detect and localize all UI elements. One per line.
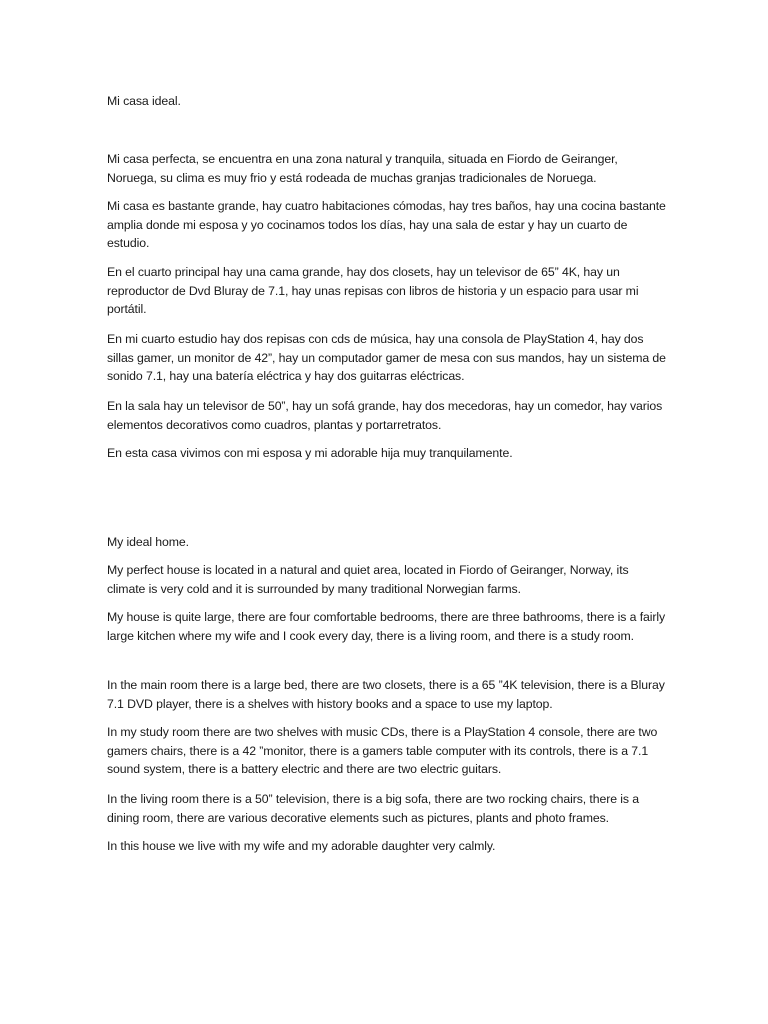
spanish-paragraph: En la sala hay un televisor de 50”, hay un sofá grande, hay dos mecedoras, hay un comedor, hay varios elementos decorativos como cuadros, plantas y portarretratos. xyxy=(107,399,663,432)
spanish-paragraph: En esta casa vivimos con mi esposa y mi adorable hija muy tranquilamente. xyxy=(107,446,513,460)
english-paragraph: In this house we live with my wife and my adorable daughter very calmly. xyxy=(107,839,496,853)
english-paragraph: My house is quite large, there are four comfortable bedrooms, there are three bathrooms, there is a fairly large kitchen where my wife and I cook every day, there is a living room, and there is a study room. xyxy=(107,610,666,643)
spanish-paragraph: Mi casa es bastante grande, hay cuatro habitaciones cómodas, hay tres baños, hay una cocina bastante amplia donde mi esposa y yo cocinamos todos los días, hay una sala de estar y hay un cuarto de estudio. xyxy=(107,199,666,250)
spanish-paragraph: En el cuarto principal hay una cama grande, hay dos closets, hay un televisor de 65” 4K, hay un reproductor de Dvd Bluray de 7.1, hay unas repisas con libros de historia y un espacio para usar mi portátil. xyxy=(107,265,639,316)
spanish-paragraph: En mi cuarto estudio hay dos repisas con cds de música, hay una consola de PlayStation 4, hay dos sillas gamer, un monitor de 42”, hay un computador gamer de mesa con sus mandos, hay un sistema de sonido 7.1, hay una batería eléctrica y hay dos guitarras eléctricas. xyxy=(107,332,666,383)
english-paragraph: In the living room there is a 50” television, there is a big sofa, there are two rocking chairs, there is a dining room, there are various decorative elements such as pictures, plants and photo frames. xyxy=(107,792,639,825)
english-paragraph: In the main room there is a large bed, there are two closets, there is a 65 ”4K television, there is a Bluray 7.1 DVD player, there is a shelves with history books and a space to use my laptop. xyxy=(107,678,665,711)
spanish-paragraph: Mi casa perfecta, se encuentra en una zona natural y tranquila, situada en Fiordo de Geiranger, Noruega, su clima es muy frio y está rodeada de muchas granjas tradicionales de Noruega. xyxy=(107,152,618,185)
english-paragraph: My perfect house is located in a natural and quiet area, located in Fiordo of Geiranger, Norway, its climate is very cold and it is surrounded by many traditional Norwegian farms. xyxy=(107,563,629,596)
english-title: My ideal home. xyxy=(107,535,189,549)
spanish-title: Mi casa ideal. xyxy=(107,94,181,108)
english-paragraph: In my study room there are two shelves with music CDs, there is a PlayStation 4 console, there are two gamers chairs, there is a 42 ”monitor, there is a gamers table computer with its controls, there is a 7.1 sound system, there is a battery electric and there are two electric guitars. xyxy=(107,725,658,776)
